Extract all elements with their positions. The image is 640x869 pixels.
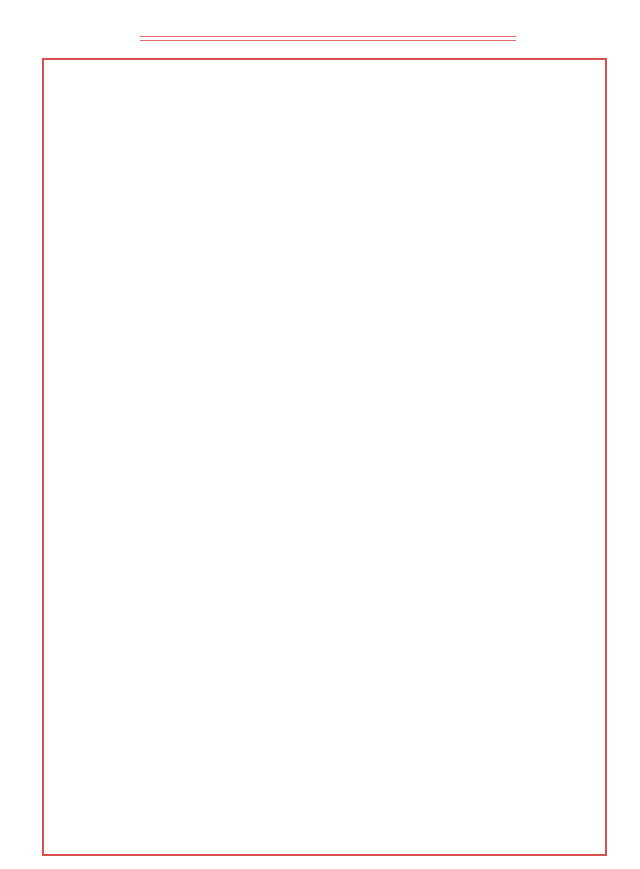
practice-sheet — [42, 58, 607, 856]
title-underline — [140, 40, 516, 41]
title-underline — [140, 36, 516, 37]
